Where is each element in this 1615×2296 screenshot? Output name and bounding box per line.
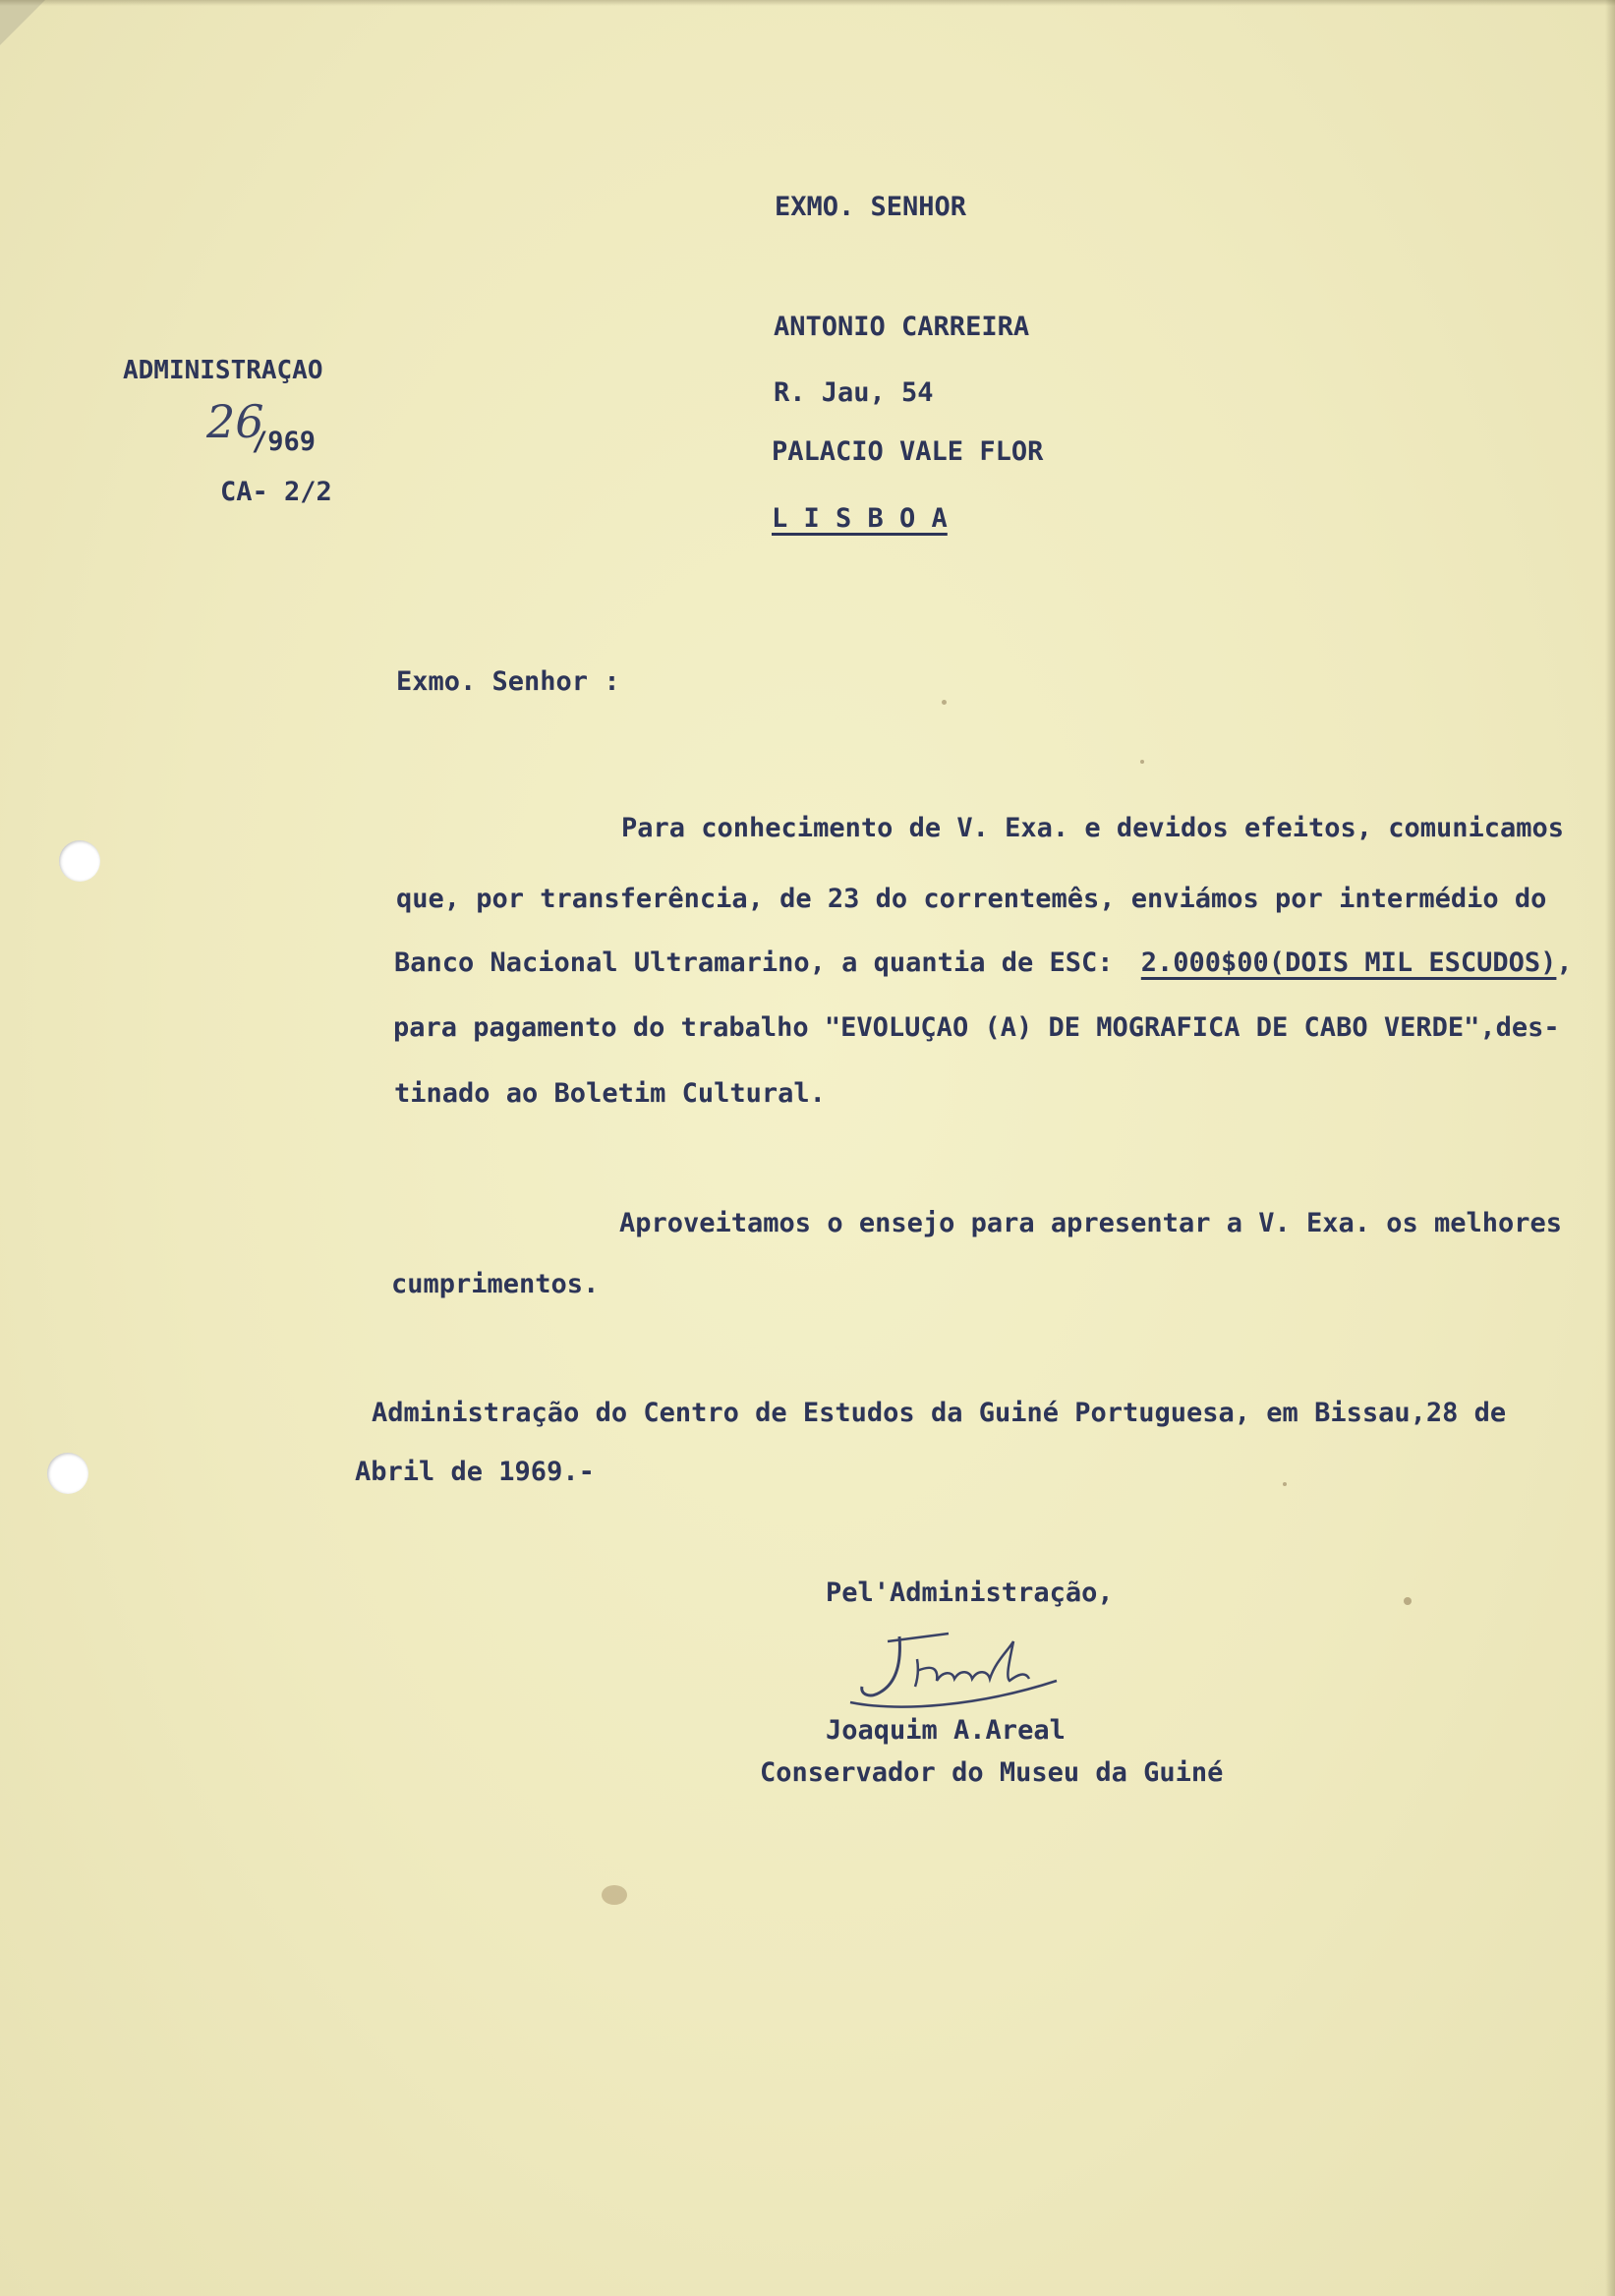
addressee-city: L I S B O A: [772, 503, 948, 534]
reference-department: ADMINISTRAÇAO: [123, 356, 323, 385]
reference-number-handwritten: 26: [206, 395, 264, 448]
body-line-3: [394, 949, 1573, 976]
body-line-1: Para conhecimento de V. Exa. e devidos efeitos, comunicamos: [621, 813, 1565, 843]
punch-hole-bottom: [47, 1453, 88, 1494]
body-line-2: que, por transferência, de 23 do correntemês, enviámos por intermédio do: [396, 884, 1547, 914]
punch-hole-top: [59, 840, 100, 882]
amount: 2.000$00(DOIS MIL ESCUDOS): [1140, 947, 1557, 978]
folded-corner: [0, 0, 45, 45]
place-date-line-1: Administração do Centro de Estudos da Guiné Portuguesa, em Bissau,28 de: [372, 1398, 1507, 1428]
body-line-6: Aproveitamos o ensejo para apresentar a V. Exa. os melhores: [619, 1208, 1563, 1238]
reference-code: CA- 2/2: [220, 477, 332, 507]
addressee-salutation: EXMO. SENHOR: [775, 192, 967, 222]
signatory-name: Joaquim A.Areal: [826, 1715, 1066, 1746]
body-line-7: cumprimentos.: [391, 1269, 600, 1299]
greeting: Exmo. Senhor :: [396, 666, 620, 697]
place-date-line-2: Abril de 1969.-: [355, 1457, 595, 1487]
handwritten-signature: [840, 1622, 1116, 1730]
on-behalf: Pel'Administração,: [826, 1578, 1114, 1608]
amount-comma: ,: [1556, 947, 1573, 978]
body-line-4: para pagamento do trabalho "EVOLUÇAO (A) DE MOGRAFICA DE CABO VERDE",des-: [393, 1012, 1560, 1043]
addressee-street: R. Jau, 54: [774, 377, 934, 408]
body-line-3-text: Banco Nacional Ultramarino, a quantia de ESC:: [394, 947, 1114, 978]
reference-year: /969: [252, 427, 317, 457]
signatory-title: Conservador do Museu da Guiné: [760, 1757, 1224, 1788]
body-line-5: tinado ao Boletim Cultural.: [394, 1078, 826, 1109]
addressee-name: ANTONIO CARREIRA: [774, 312, 1030, 342]
addressee-building: PALACIO VALE FLOR: [772, 436, 1044, 467]
